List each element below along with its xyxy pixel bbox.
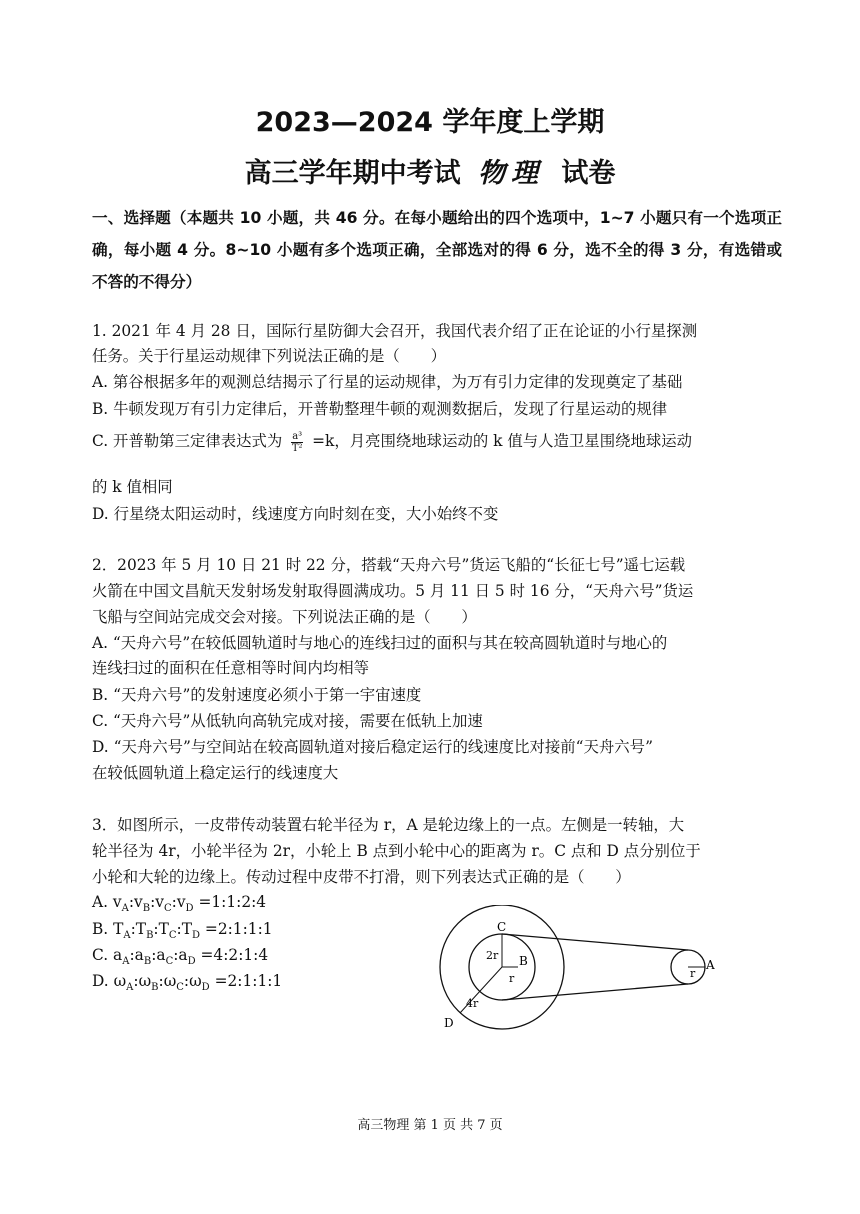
q3-c-ratio: =4:2:1:4 (200, 946, 269, 964)
kepler-fraction (291, 431, 303, 454)
q3-c-sym: a (156, 946, 166, 964)
q3-d-sym: ω (113, 972, 127, 990)
q3-d-sym: ω (189, 972, 202, 990)
q3-d-sub: B (151, 982, 159, 994)
label-d: D (444, 1016, 454, 1030)
q3-stem-line3: 小轮和大轮的边缘上。传动过程中皮带不打滑，则下列表达式正确的是（ ） (92, 868, 631, 886)
exam-title (0, 151, 860, 190)
section-instructions: 一、选择题（本题共 10 小题，共 46 分。在每小题给出的四个选项中，1~7 小题只有一个选项正确，每小题 4 分。8~10 小题有多个选项正确，全部选对的得 6 分，选不全的得 3 分，有选错或不答的不得分） (92, 209, 782, 291)
q3-d-sub: C (176, 982, 184, 994)
exam-subject: 物理 (478, 158, 544, 189)
q3-c-sym: a (113, 946, 123, 964)
option-label: C. (92, 946, 109, 964)
q3-b-sub: B (146, 930, 154, 942)
q1-option-d: D. 行星绕太阳运动时，线速度方向时刻在变，大小始终不变 (92, 505, 499, 523)
q3-a-sym: v (112, 893, 122, 911)
belt-bottom (502, 984, 688, 1000)
q3-option-c: C. $a_A:a_B:a_C:a_D$ =4:2:1:4 (92, 946, 269, 968)
fraction-numerator: a³ (292, 430, 303, 442)
label-4r: 4r (466, 997, 479, 1010)
q2-stem-line3: 飞船与空间站完成交会对接。下列说法正确的是（ ） (92, 608, 477, 626)
q3-d-sym: ω (138, 972, 152, 990)
q1-option-b: B. 牛顿发现万有引力定律后，开普勒整理牛顿的观测数据后，发现了行星运动的规律 (92, 400, 668, 418)
option-label: D. (92, 972, 109, 990)
q3-d-sub: D (201, 982, 210, 994)
q3-c-sub: C (165, 956, 174, 968)
option-label: B. (92, 920, 109, 938)
belt-drive-figure (430, 905, 730, 1035)
q3-b-sub: D (191, 930, 201, 942)
q3-stem-line1: 3．如图所示，一皮带传动装置右轮半径为 r，A 是轮边缘上的一点。左侧是一转轴，大 (92, 816, 685, 834)
q3-a-sym: v (134, 893, 143, 911)
q3-stem-line2: 轮半径为 4r，小轮半径为 2r，小轮上 B 点到小轮中心的距离为 r。C 点和 D 点分别位于 (92, 842, 701, 860)
q3-option-d: D. $\omega_A:\omega_B:\omega_C:\omega_D$ =2:1:1:1 (92, 972, 283, 994)
q2-option-d-line1: D. “天舟六号”与空间站在较高圆轨道对接后稳定运行的线速度比对接前“天舟六号” (92, 738, 653, 756)
exam-title-prefix: 高三学年期中考试 (244, 158, 461, 189)
q3-a-sub: D (185, 903, 194, 915)
q3-a-sub: B (142, 903, 151, 915)
option-label: A. (92, 893, 109, 911)
q1-option-c-text: C. 开普勒第三定律表达式为 (92, 432, 283, 450)
q3-b-sym: T (158, 920, 169, 938)
belt-top (502, 934, 688, 950)
q3-b-sym: T (113, 920, 124, 938)
q3-a-sub: A (121, 903, 129, 915)
q3-a-sym: v (155, 893, 164, 911)
q2-option-a-line1: A. “天舟六号”在较低圆轨道时与地心的连线扫过的面积与其在较高圆轨道时与地心的 (92, 634, 668, 652)
q1-option-c-line2: 的 k 值相同 (92, 478, 173, 496)
q1-option-c-text-after: =k，月亮围绕地球运动的 k 值与人造卫星围绕地球运动 (312, 432, 693, 450)
q2-option-a-line2: 连线扫过的面积在任意相等时间内均相等 (92, 659, 370, 677)
q3-b-sub: A (123, 930, 131, 942)
q2-option-b: B. “天舟六号”的发射速度必须小于第一宇宙速度 (92, 686, 422, 704)
q2-stem-line1: 2．2023 年 5 月 10 日 21 时 22 分，搭载“天舟六号”货运飞船的“长征七号”遥七运载 (92, 556, 686, 574)
q3-option-b: B. $T_A:T_B:T_C:T_D$ =2:1:1:1 (92, 920, 273, 942)
q3-d-sym: ω (163, 972, 177, 990)
q2-option-d-line2: 在较低圆轨道上稳定运行的线速度大 (92, 764, 339, 782)
q3-a-sym: v (176, 893, 186, 911)
q3-a-ratio: =1:1:2:4 (198, 893, 267, 911)
q3-b-sym: T (181, 920, 192, 938)
q3-b-sym: T (135, 920, 147, 938)
q1-option-a: A. 第谷根据多年的观测总结揭示了行星的运动规律，为万有引力定律的发现奠定了基础 (92, 373, 683, 391)
fraction-denominator: T² (291, 442, 303, 454)
q3-d-ratio: =2:1:1:1 (214, 972, 283, 990)
q3-c-sub: A (122, 956, 130, 968)
q2-option-c: C. “天舟六号”从低轨向高轨完成对接，需要在低轨上加速 (92, 712, 483, 730)
label-c: C (497, 920, 507, 934)
q2-stem-line2: 火箭在中国文昌航天发射场发射取得圆满成功。5 月 11 日 5 时 16 分，“天舟六号”货运 (92, 582, 694, 600)
exam-title-suffix: 试卷 (561, 158, 616, 189)
q3-c-sym: a (134, 946, 144, 964)
q3-b-ratio: =2:1:1:1 (204, 920, 273, 938)
label-r-right: r (690, 967, 696, 980)
q3-a-sub: C (164, 903, 172, 915)
q1-option-c (92, 430, 692, 454)
q3-c-sub: B (143, 956, 152, 968)
label-a: A (706, 958, 715, 972)
label-2r: 2r (486, 949, 499, 962)
exam-year-title: 2023—2024 学年度上学期 (255, 107, 605, 138)
q3-b-sub: C (168, 930, 177, 942)
q3-c-sym: a (178, 946, 188, 964)
label-b: B (519, 954, 528, 968)
q1-stem-line2: 任务。关于行星运动规律下列说法正确的是（ ） (92, 347, 446, 365)
label-r-small: r (509, 972, 515, 985)
q1-stem-line1: 1. 2021 年 4 月 28 日，国际行星防御大会召开，我国代表介绍了正在论证的小行星探测 (92, 322, 698, 340)
q3-c-sub: D (187, 956, 196, 968)
q3-option-a: A. $v_A:v_B:v_C:v_D$ =1:1:2:4 (92, 893, 267, 915)
q3-d-sub: A (126, 982, 134, 994)
page-footer: 高三物理 第 1 页 共 7 页 (357, 1118, 503, 1133)
